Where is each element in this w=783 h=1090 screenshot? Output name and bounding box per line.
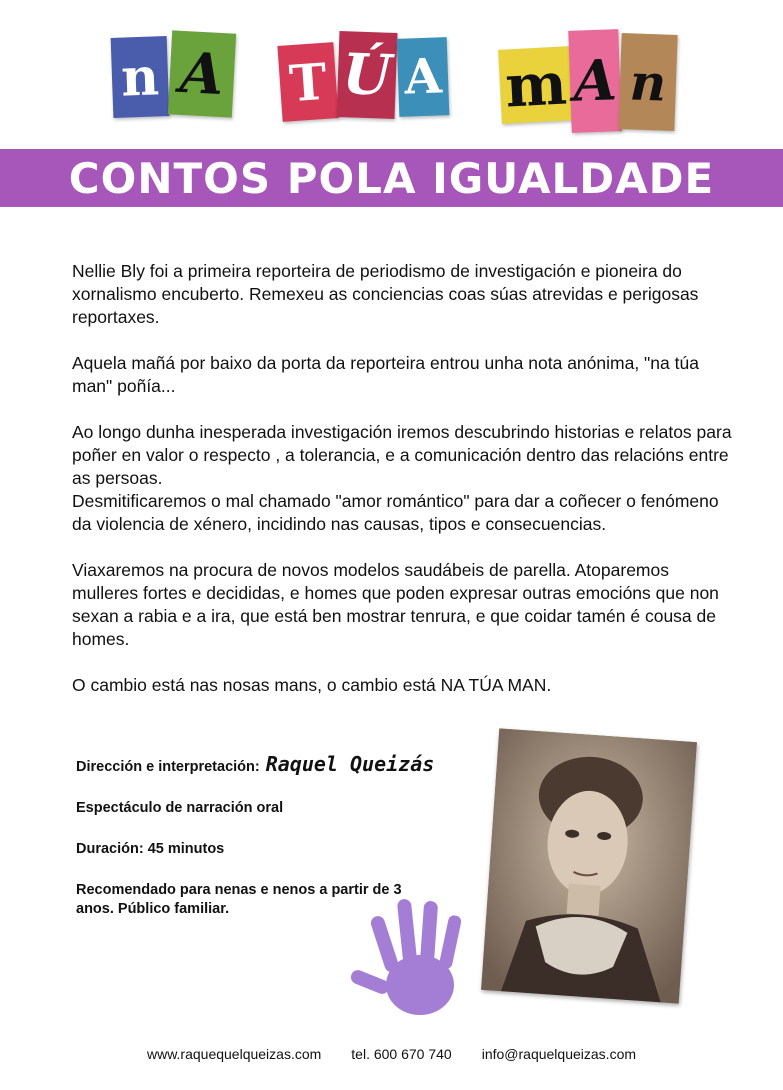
logo-tile: n [111, 36, 170, 118]
logo-tile: m [498, 46, 574, 124]
portrait-photo [481, 728, 697, 1003]
direction-row [76, 752, 456, 777]
title-banner [0, 149, 783, 207]
phone-number: tel. 600 670 740 [351, 1046, 452, 1062]
purple-handprint [350, 895, 470, 1025]
paragraph: Nellie Bly foi a primeira reporteira de periodismo de investigación e pioneira do xornalismo encuberto. Remexeu as conciencias coas súas atrevidas e perigosas reportaxes. [72, 261, 699, 327]
logo-tile: A [397, 37, 450, 117]
paragraph: Ao longo dunha inesperada investigación iremos descubrindo historias e relatos para poñer en valor o respecto , a tolerancia, e a comunicación dentro das relacións entre as persoas. [72, 422, 732, 488]
logo-tile: A [568, 29, 622, 133]
logo-tile: T [277, 42, 338, 122]
show-type: Espectáculo de narración oral [76, 800, 284, 816]
recommended-audience: Recomendado para nenas e nenos a partir de 3 anos. Público familiar. [76, 882, 402, 917]
duration: Duración: 45 minutos [76, 841, 225, 857]
logo-tile: Ú [337, 31, 398, 119]
email-link[interactable]: info@raquelqueizas.com [481, 1046, 637, 1062]
logo-na-tua-man [0, 0, 783, 145]
paragraph: O cambio está nas nosas mans, o cambio está NA TÚA MAN. [72, 675, 552, 695]
description [72, 260, 732, 720]
director-signature: Raquel Queizás [265, 752, 435, 776]
website-link[interactable]: www.raquequelqueizas.com [146, 1046, 322, 1062]
logo-tile: A [168, 30, 236, 117]
paragraph: Aquela mañá por baixo da porta da reporteira entrou unha nota anónima, "na túa man" poñía... [72, 353, 699, 396]
direction-label: Dirección e interpretación: [76, 759, 260, 775]
banner-title: CONTOS POLA IGUALDADE [68, 153, 715, 203]
paragraph: Viaxaremos na procura de novos modelos saudábeis de parella. Atoparemos mulleres fortes e decididas, e homes que poden expresar outras emocións que non sexan a rabia e a ira, que está ben mostrar tenrura, e que coidar tamén é cousa de homes. [72, 560, 719, 649]
logo-tile: n [618, 33, 677, 131]
contact-footer [0, 1046, 783, 1062]
paragraph: Desmitificaremos o mal chamado "amor romántico" para dar a coñecer o fenómeno da violencia de xénero, incidindo nas causas, tipos e consecuencias. [72, 491, 719, 534]
